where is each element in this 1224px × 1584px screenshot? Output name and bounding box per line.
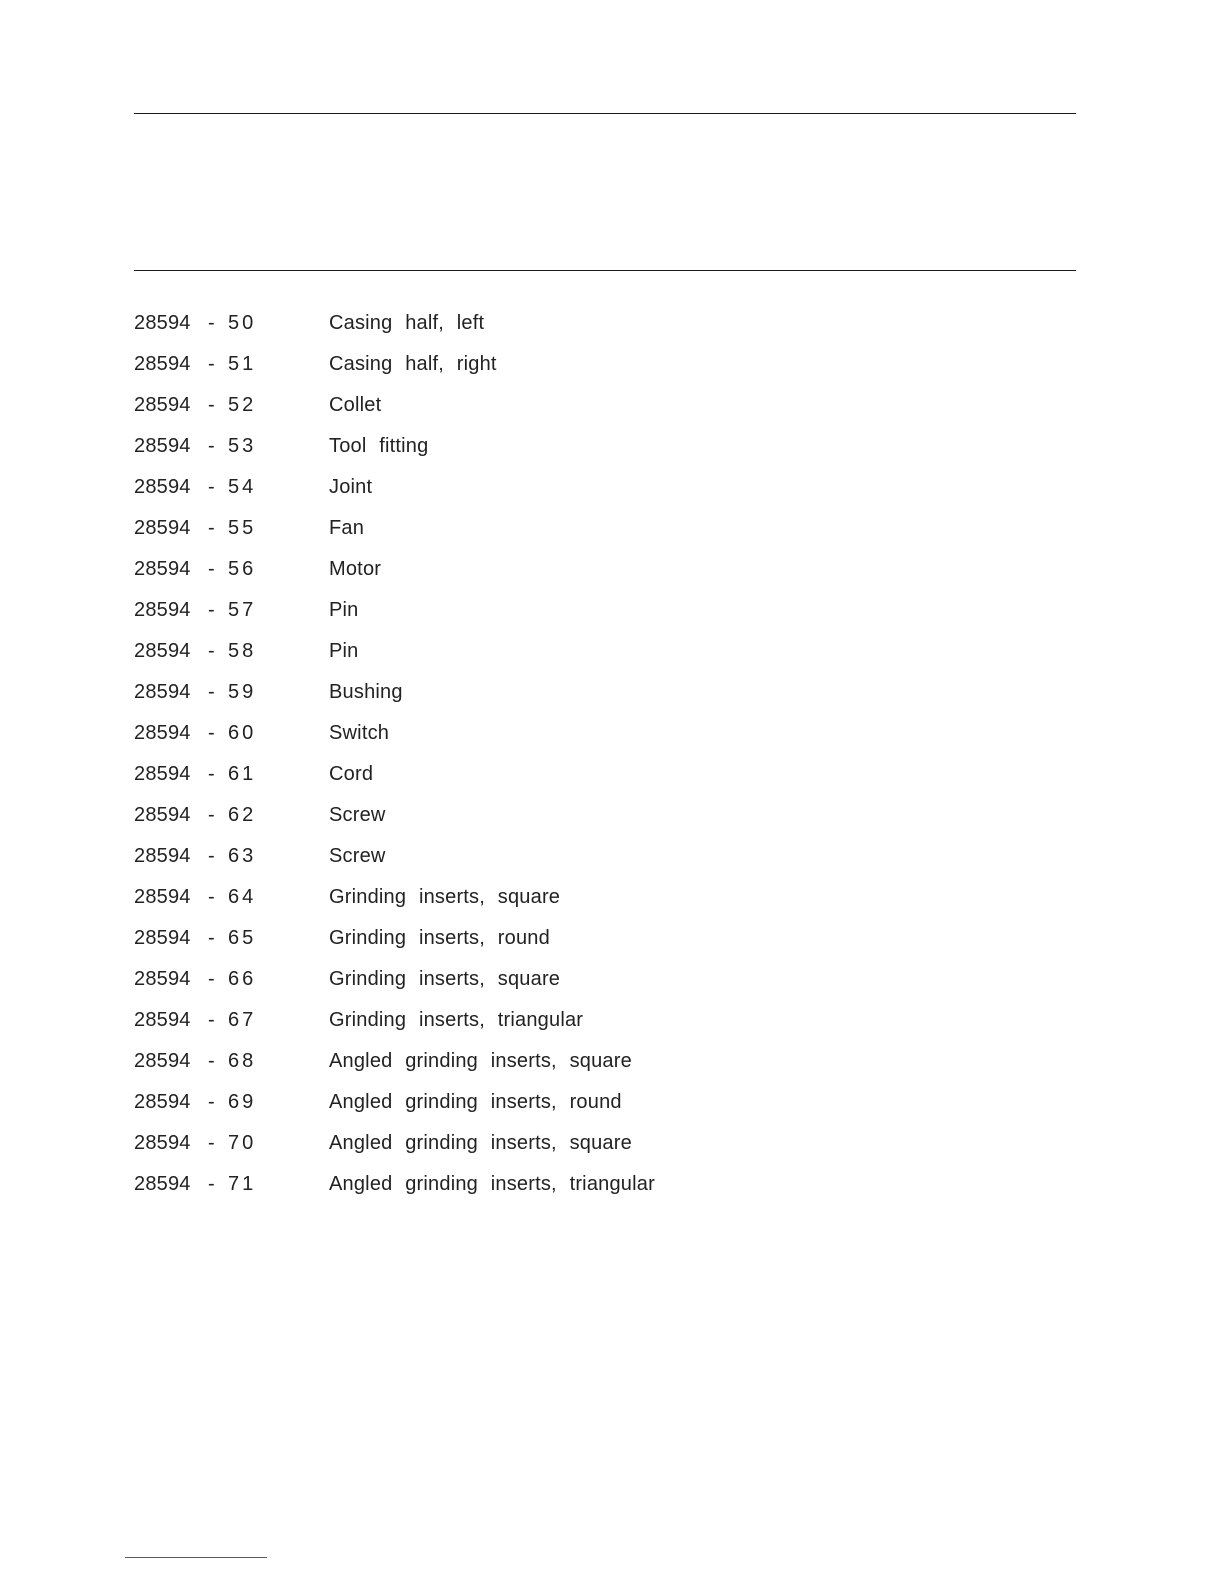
part-number-prefix: 28594 bbox=[134, 968, 191, 990]
part-number-prefix: 28594 bbox=[134, 886, 191, 908]
part-number-suffix: 65 bbox=[228, 927, 257, 949]
part-number-dash: - bbox=[208, 312, 215, 334]
part-number-suffix: 66 bbox=[228, 968, 257, 990]
part-description: Bushing bbox=[329, 681, 403, 703]
part-description: Tool fitting bbox=[329, 435, 429, 457]
part-description: Pin bbox=[329, 640, 359, 662]
part-description: Pin bbox=[329, 599, 359, 621]
part-number-suffix: 56 bbox=[228, 558, 257, 580]
part-number-suffix: 58 bbox=[228, 640, 257, 662]
part-number-prefix: 28594 bbox=[134, 763, 191, 785]
part-row bbox=[134, 1005, 1076, 1046]
part-description: Grinding inserts, square bbox=[329, 968, 561, 990]
part-number-prefix: 28594 bbox=[134, 804, 191, 826]
part-number-prefix: 28594 bbox=[134, 353, 191, 375]
part-row bbox=[134, 472, 1076, 513]
part-row bbox=[134, 677, 1076, 718]
part-number-prefix: 28594 bbox=[134, 476, 191, 498]
part-number-dash: - bbox=[208, 435, 215, 457]
part-row bbox=[134, 1169, 1076, 1210]
part-number-dash: - bbox=[208, 394, 215, 416]
part-number-dash: - bbox=[208, 558, 215, 580]
part-number-dash: - bbox=[208, 927, 215, 949]
part-description: Casing half, right bbox=[329, 353, 497, 375]
part-number-prefix: 28594 bbox=[134, 435, 191, 457]
part-number-suffix: 70 bbox=[228, 1132, 257, 1154]
part-number-suffix: 71 bbox=[228, 1173, 257, 1195]
part-description: Angled grinding inserts, square bbox=[329, 1132, 632, 1154]
part-number-prefix: 28594 bbox=[134, 845, 191, 867]
part-number-prefix: 28594 bbox=[134, 599, 191, 621]
part-number-suffix: 61 bbox=[228, 763, 257, 785]
footer-link-underline bbox=[125, 1557, 267, 1558]
part-description: Fan bbox=[329, 517, 365, 539]
part-row bbox=[134, 431, 1076, 472]
part-number-prefix: 28594 bbox=[134, 394, 191, 416]
part-number-dash: - bbox=[208, 722, 215, 744]
part-number-suffix: 54 bbox=[228, 476, 257, 498]
part-number-suffix: 57 bbox=[228, 599, 257, 621]
part-number-prefix: 28594 bbox=[134, 1091, 191, 1113]
part-number-prefix: 28594 bbox=[134, 640, 191, 662]
part-number-dash: - bbox=[208, 1132, 215, 1154]
part-row bbox=[134, 308, 1076, 349]
part-number-prefix: 28594 bbox=[134, 681, 191, 703]
part-description: Switch bbox=[329, 722, 390, 744]
part-description: Joint bbox=[329, 476, 373, 498]
part-description: Grinding inserts, square bbox=[329, 886, 561, 908]
part-number-suffix: 68 bbox=[228, 1050, 257, 1072]
part-row bbox=[134, 882, 1076, 923]
part-number-suffix: 62 bbox=[228, 804, 257, 826]
part-number-dash: - bbox=[208, 804, 215, 826]
part-description: Angled grinding inserts, triangular bbox=[329, 1173, 655, 1195]
part-number-suffix: 53 bbox=[228, 435, 257, 457]
part-description: Angled grinding inserts, round bbox=[329, 1091, 622, 1113]
part-number-dash: - bbox=[208, 968, 215, 990]
part-description: Grinding inserts, triangular bbox=[329, 1009, 584, 1031]
part-row bbox=[134, 595, 1076, 636]
part-number-dash: - bbox=[208, 1173, 215, 1195]
part-row bbox=[134, 554, 1076, 595]
part-row bbox=[134, 964, 1076, 1005]
header-bottom-rule bbox=[134, 270, 1076, 271]
part-number-dash: - bbox=[208, 1009, 215, 1031]
part-description: Cord bbox=[329, 763, 374, 785]
part-description: Angled grinding inserts, square bbox=[329, 1050, 632, 1072]
part-number-prefix: 28594 bbox=[134, 722, 191, 744]
part-row bbox=[134, 513, 1076, 554]
part-number-suffix: 67 bbox=[228, 1009, 257, 1031]
top-rule bbox=[134, 113, 1076, 114]
part-number-suffix: 51 bbox=[228, 353, 257, 375]
part-number-suffix: 64 bbox=[228, 886, 257, 908]
part-row bbox=[134, 1087, 1076, 1128]
part-number-dash: - bbox=[208, 763, 215, 785]
part-number-suffix: 59 bbox=[228, 681, 257, 703]
part-description: Casing half, left bbox=[329, 312, 485, 334]
part-number-suffix: 63 bbox=[228, 845, 257, 867]
part-number-dash: - bbox=[208, 681, 215, 703]
part-number-prefix: 28594 bbox=[134, 927, 191, 949]
part-description: Collet bbox=[329, 394, 382, 416]
part-number-prefix: 28594 bbox=[134, 558, 191, 580]
part-number-prefix: 28594 bbox=[134, 312, 191, 334]
part-description: Grinding inserts, round bbox=[329, 927, 550, 949]
part-row bbox=[134, 759, 1076, 800]
part-number-dash: - bbox=[208, 1050, 215, 1072]
part-number-prefix: 28594 bbox=[134, 1132, 191, 1154]
part-number-dash: - bbox=[208, 476, 215, 498]
part-row bbox=[134, 349, 1076, 390]
part-description: Screw bbox=[329, 804, 386, 826]
part-number-suffix: 52 bbox=[228, 394, 257, 416]
part-number-dash: - bbox=[208, 845, 215, 867]
part-number-dash: - bbox=[208, 353, 215, 375]
part-number-dash: - bbox=[208, 517, 215, 539]
parts-list bbox=[134, 308, 1076, 1210]
part-row bbox=[134, 841, 1076, 882]
part-row bbox=[134, 390, 1076, 431]
part-row bbox=[134, 1128, 1076, 1169]
part-description: Motor bbox=[329, 558, 382, 580]
part-row bbox=[134, 923, 1076, 964]
part-number-suffix: 69 bbox=[228, 1091, 257, 1113]
part-row bbox=[134, 636, 1076, 677]
part-number-prefix: 28594 bbox=[134, 1173, 191, 1195]
part-row bbox=[134, 800, 1076, 841]
part-number-suffix: 55 bbox=[228, 517, 257, 539]
part-number-dash: - bbox=[208, 640, 215, 662]
part-number-suffix: 50 bbox=[228, 312, 257, 334]
part-number-dash: - bbox=[208, 599, 215, 621]
part-number-dash: - bbox=[208, 1091, 215, 1113]
part-number-suffix: 60 bbox=[228, 722, 257, 744]
part-row bbox=[134, 1046, 1076, 1087]
part-description: Screw bbox=[329, 845, 386, 867]
part-number-prefix: 28594 bbox=[134, 517, 191, 539]
part-number-prefix: 28594 bbox=[134, 1050, 191, 1072]
part-number-dash: - bbox=[208, 886, 215, 908]
part-number-prefix: 28594 bbox=[134, 1009, 191, 1031]
part-row bbox=[134, 718, 1076, 759]
